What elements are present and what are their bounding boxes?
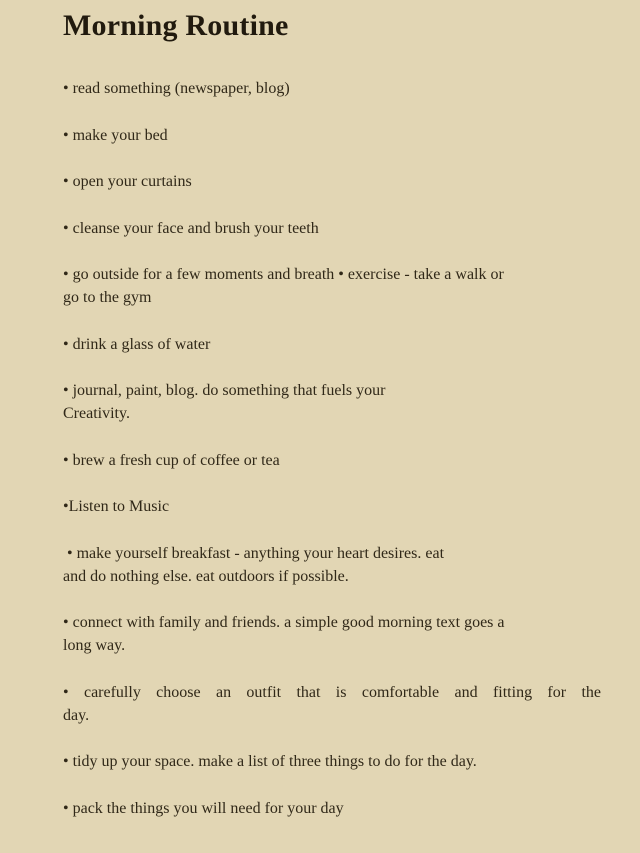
list-item-line: • drink a glass of water (63, 335, 211, 353)
list-item-line: • cleanse your face and brush your teeth (63, 219, 319, 237)
list-item (63, 750, 601, 773)
list-item-line: • brew a fresh cup of coffee or tea (63, 451, 280, 469)
list-item (63, 333, 601, 356)
list-item (63, 263, 601, 309)
routine-list (63, 77, 601, 820)
list-item-line: • read something (newspaper, blog) (63, 80, 290, 97)
list-item (63, 611, 601, 657)
list-item-line: • journal, paint, blog. do something that fuels your (63, 382, 386, 399)
list-item (63, 124, 601, 147)
list-item-line: • make yourself breakfast - anything your heart desires. eat (63, 544, 445, 562)
list-item (63, 681, 601, 727)
list-item-line: long way. (63, 637, 126, 654)
list-item-line: • carefully choose an outfit that is comfortable and fitting for the (63, 683, 601, 701)
list-item-line: • connect with family and friends. a simple good morning text goes a (63, 614, 505, 631)
list-item (63, 379, 601, 425)
list-item-line: Creativity. (63, 405, 130, 422)
list-item-line: and do nothing else. eat outdoors if possible. (63, 567, 349, 585)
list-item-line: • go outside for a few moments and breath • exercise - take a walk or (63, 266, 504, 283)
list-item-line: • make your bed (63, 126, 168, 144)
list-item-line: go to the gym (63, 289, 152, 306)
list-item-line: • pack the things you will need for your day (63, 799, 344, 817)
list-item (63, 449, 601, 472)
page-title: Morning Routine (63, 9, 289, 42)
list-item (63, 542, 601, 588)
list-item (63, 495, 601, 518)
list-item-line: •Listen to Music (63, 498, 170, 515)
list-item (63, 797, 601, 820)
list-item (63, 77, 601, 100)
list-item (63, 217, 601, 240)
list-item-line: • tidy up your space. make a list of three things to do for the day. (63, 753, 477, 770)
list-item (63, 170, 601, 193)
list-item-line: day. (63, 706, 90, 724)
list-item-line: • open your curtains (63, 173, 192, 190)
